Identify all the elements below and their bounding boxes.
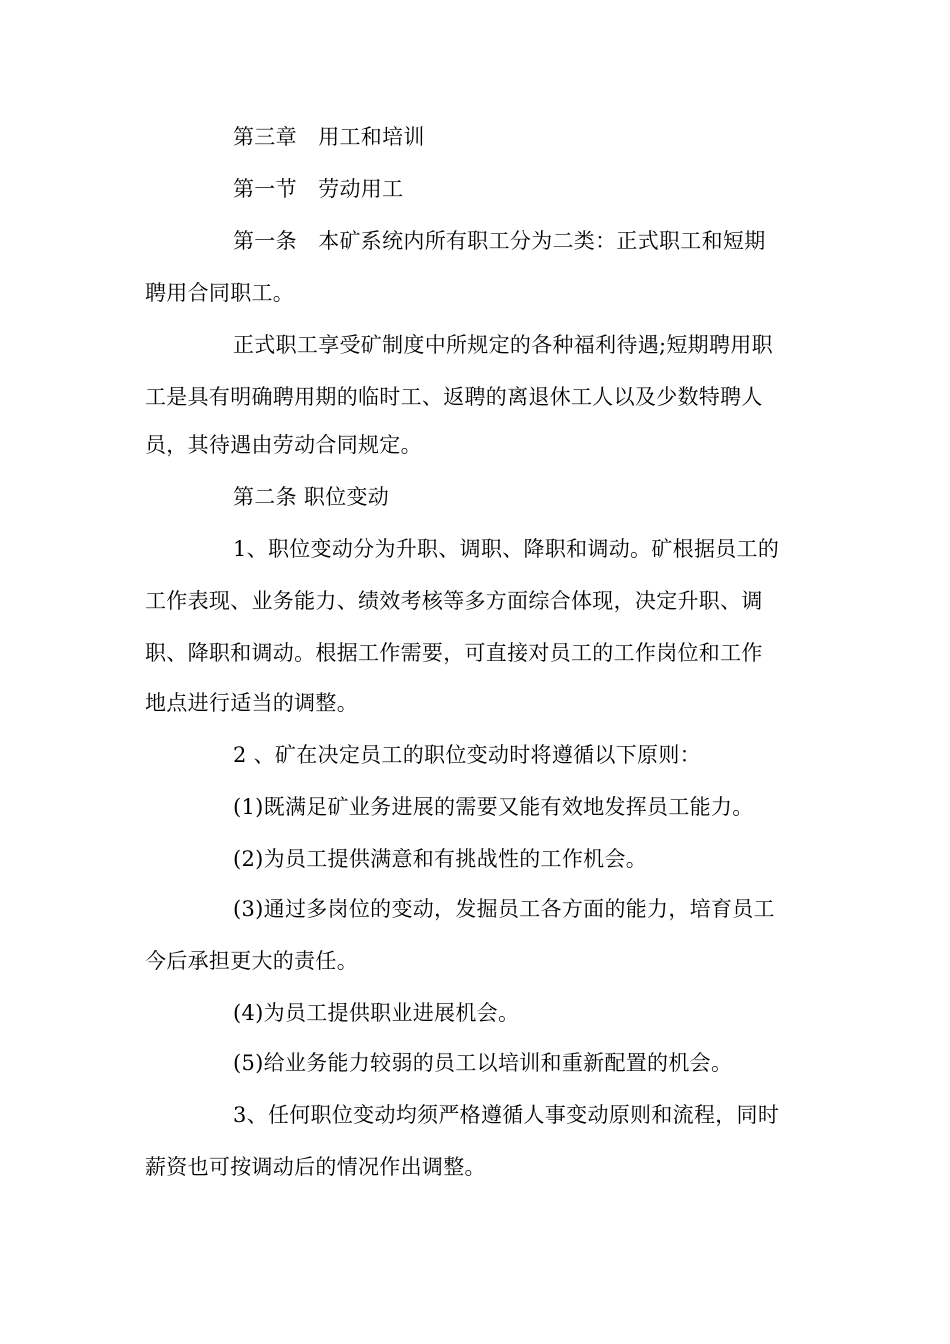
paragraph-line: 工作表现、业务能力、绩效考核等多方面综合体现，决定升职、调 <box>145 589 763 613</box>
list-item: (2)为员工提供满意和有挑战性的工作机会。 <box>233 847 648 871</box>
paragraph-line: 1、职位变动分为升职、调职、降职和调动。矿根据员工的 <box>233 537 780 561</box>
article-2-heading: 第二条 职位变动 <box>233 485 390 509</box>
paragraph-line: 地点进行适当的调整。 <box>145 691 358 715</box>
list-item-continuation: 今后承担更大的责任。 <box>145 949 358 973</box>
chapter-heading: 第三章 用工和培训 <box>233 125 425 149</box>
paragraph-line: 员，其待遇由劳动合同规定。 <box>145 433 422 457</box>
paragraph-line: 2 、矿在决定员工的职位变动时将遵循以下原则： <box>233 743 701 767</box>
list-item: (5)给业务能力较弱的员工以培训和重新配置的机会。 <box>233 1051 733 1075</box>
paragraph-line: 薪资也可按调动后的情况作出调整。 <box>145 1155 486 1179</box>
article-1-line-1: 第一条 本矿系统内所有职工分为二类：正式职工和短期 <box>233 229 766 253</box>
paragraph-line: 3、任何职位变动均须严格遵循人事变动原则和流程，同时 <box>233 1103 780 1127</box>
paragraph-line: 职、降职和调动。根据工作需要，可直接对员工的工作岗位和工作 <box>145 641 763 665</box>
list-item: (4)为员工提供职业进展机会。 <box>233 1001 520 1025</box>
list-item: (1)既满足矿业务进展的需要又能有效地发挥员工能力。 <box>233 795 754 819</box>
paragraph-line: 工是具有明确聘用期的临时工、返聘的离退休工人以及少数特聘人 <box>145 385 763 409</box>
article-1-line-2: 聘用合同职工。 <box>145 281 295 305</box>
section-heading: 第一节 劳动用工 <box>233 177 404 201</box>
list-item: (3)通过多岗位的变动，发掘员工各方面的能力，培育员工 <box>233 897 775 921</box>
paragraph-line: 正式职工享受矿制度中所规定的各种福利待遇;短期聘用职 <box>233 333 773 357</box>
